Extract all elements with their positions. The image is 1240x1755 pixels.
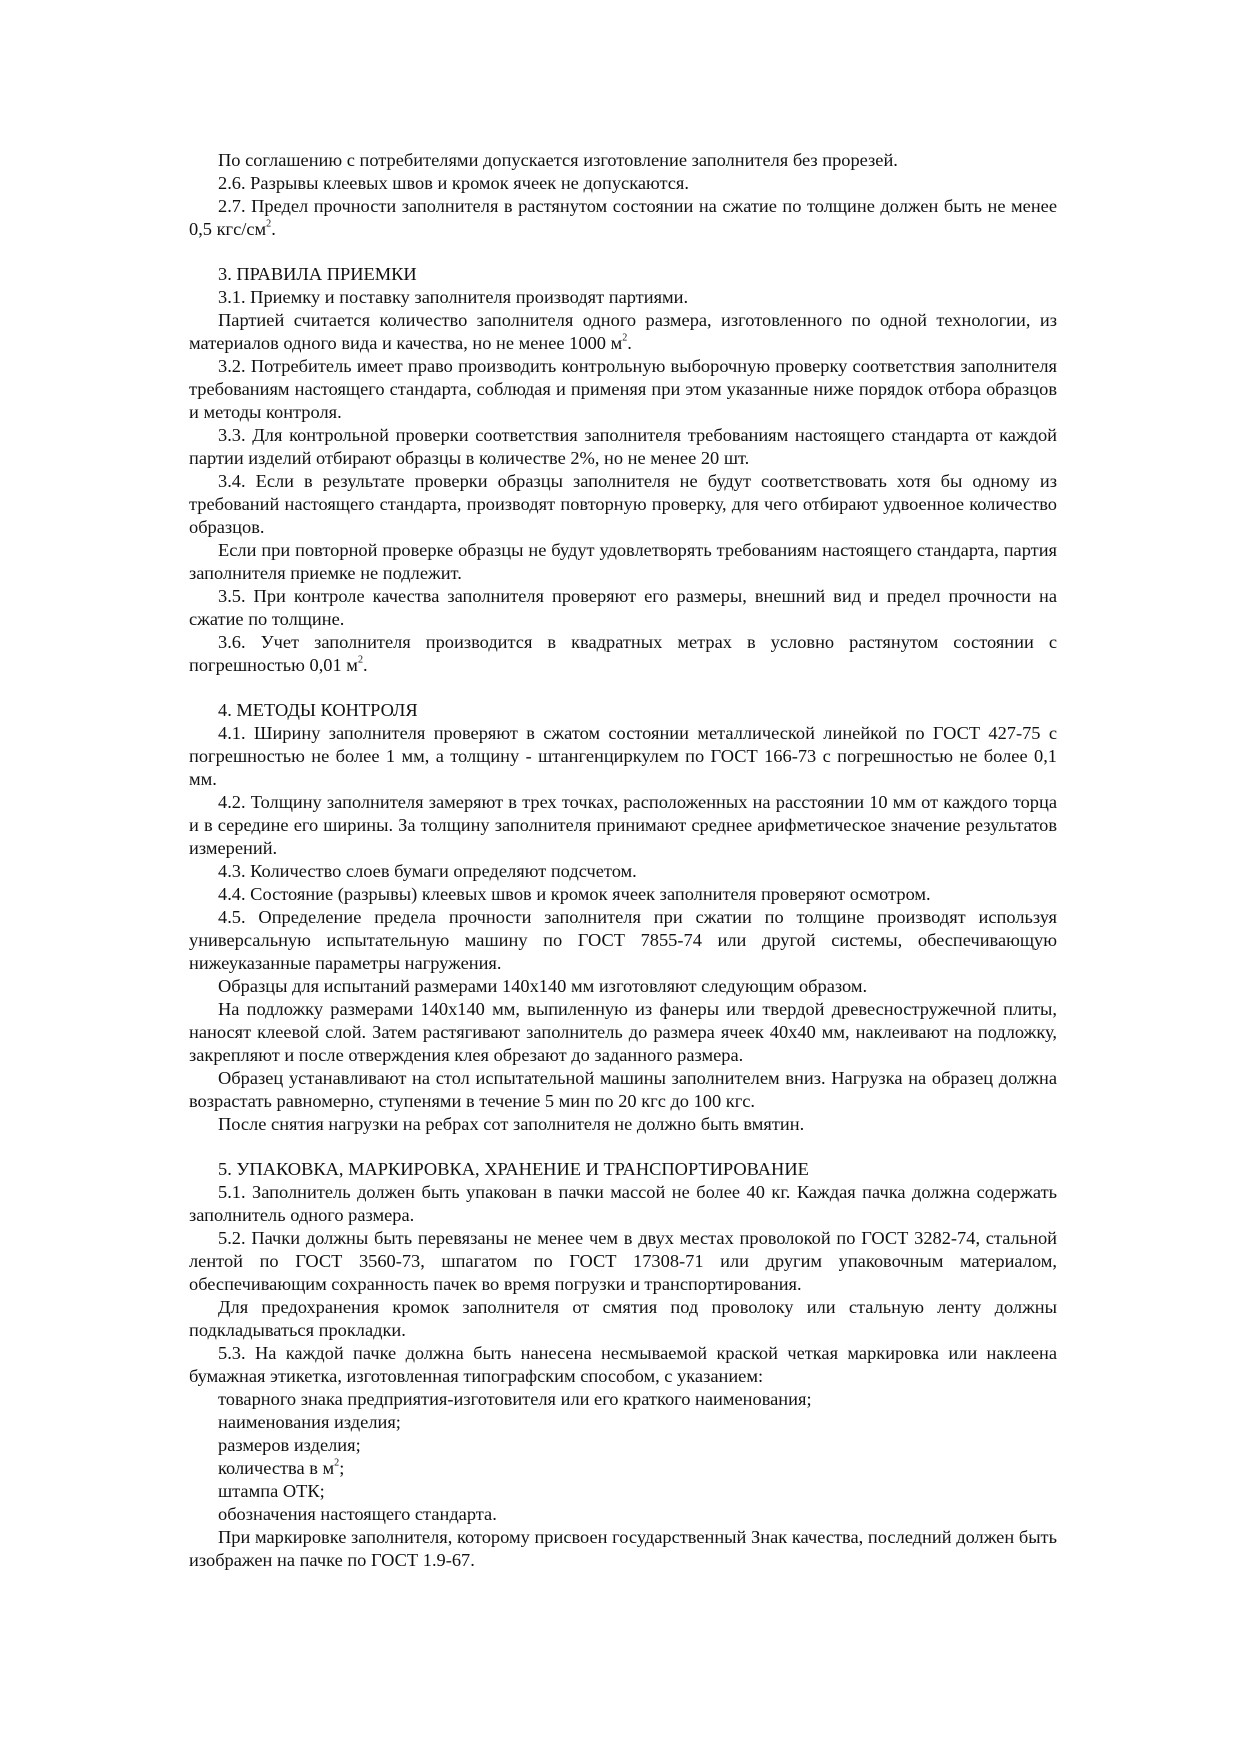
paragraph: [189, 631, 1057, 677]
list-item: обозначения настоящего стандарта.: [218, 1504, 497, 1524]
paragraph: 2.6. Разрывы клеевых швов и кромок ячеек не допускаются.: [218, 173, 689, 193]
paragraph: 4.2. Толщину заполнителя замеряют в трех точках, расположенных на расстоянии 10 мм от каждого торца и в середине его ширины. За толщину заполнителя принимают среднее арифметическое значение результатов измерений.: [189, 792, 1057, 858]
paragraph: 5.1. Заполнитель должен быть упакован в пачки массой не более 40 кг. Каждая пачка должна содержать заполнитель одного размера.: [189, 1182, 1057, 1225]
paragraph-text: 2.7. Предел прочности заполнителя в растянутом состоянии на сжатие по толщине должен быть не менее 0,5 кгс/см: [189, 196, 1057, 239]
superscript: 2: [266, 218, 272, 230]
paragraph: 5.2. Пачки должны быть перевязаны не менее чем в двух местах проволокой по ГОСТ 3282-74, стальной лентой по ГОСТ 3560-73, шпагатом по ГОСТ 17308-71 или другим упаковочным материалом, обеспечивающим сохранность пачек во время погрузки и транспортирования.: [189, 1228, 1057, 1294]
list-item: товарного знака предприятия-изготовителя или его краткого наименования;: [218, 1389, 812, 1409]
paragraph: Образец устанавливают на стол испытательной машины заполнителем вниз. Нагрузка на образец должна возрастать равномерно, ступенями в течение 5 мин по 20 кгс до 100 кгс.: [189, 1068, 1057, 1111]
section-heading: 4. МЕТОДЫ КОНТРОЛЯ: [218, 700, 418, 720]
paragraph: После снятия нагрузки на ребрах сот заполнителя не должно быть вмятин.: [218, 1114, 805, 1134]
superscript: 2: [622, 332, 628, 344]
paragraph: 5.3. На каждой пачке должна быть нанесена несмываемой краской четкая маркировка или наклеена бумажная этикетка, изготовленная типографским способом, с указанием:: [189, 1343, 1057, 1386]
paragraph: Для предохранения кромок заполнителя от смятия под проволоку или стальную ленту должны подкладываться прокладки.: [189, 1297, 1057, 1340]
paragraph: Образцы для испытаний размерами 140х140 мм изготовляют следующим образом.: [218, 976, 868, 996]
paragraph: Если при повторной проверке образцы не будут удовлетворять требованиям настоящего стандарта, партия заполнителя приемке не подлежит.: [189, 540, 1057, 583]
paragraph: 3.1. Приемку и поставку заполнителя производят партиями.: [218, 287, 689, 307]
document-page: [189, 149, 1057, 1572]
superscript: 2: [334, 1457, 340, 1469]
paragraph: [189, 309, 1057, 355]
list-item: наименования изделия;: [218, 1412, 401, 1432]
list-item: штампа ОТК;: [218, 1481, 325, 1501]
paragraph-text: .: [271, 219, 276, 239]
paragraph: 3.2. Потребитель имеет право производить контрольную выборочную проверку соответствия заполнителя требованиям настоящего стандарта, соблюдая и применяя при этом указанные ниже порядок отбора образцов и методы контроля.: [189, 356, 1057, 422]
paragraph-text: Партией считается количество заполнителя одного размера, изготовленного по одной технологии, из материалов одного вида и качества, но не менее 1000 м: [189, 310, 1057, 353]
list-item: размеров изделия;: [218, 1435, 361, 1455]
paragraph: 4.3. Количество слоев бумаги определяют подсчетом.: [218, 861, 637, 881]
paragraph: По соглашению с потребителями допускается изготовление заполнителя без прорезей.: [218, 150, 898, 170]
paragraph: 4.1. Ширину заполнителя проверяют в сжатом состоянии металлической линейкой по ГОСТ 427-75 с погрешностью не более 1 мм, а толщину - штангенциркулем по ГОСТ 166-73 с погрешностью не более 0,1 мм.: [189, 723, 1057, 789]
list-item: [189, 1457, 1057, 1480]
paragraph: 3.4. Если в результате проверки образцы заполнителя не будут соответствовать хотя бы одному из требований настоящего стандарта, производят повторную проверку, для чего отбирают удвоенное количество образцов.: [189, 471, 1057, 537]
paragraph: 4.4. Состояние (разрывы) клеевых швов и кромок ячеек заполнителя проверяют осмотром.: [218, 884, 931, 904]
paragraph: На подложку размерами 140х140 мм, выпиленную из фанеры или твердой древесностружечной плиты, наносят клеевой слой. Затем растягивают заполнитель до размера ячеек 40х40 мм, наклеивают на подложку, закрепляют и после отверждения клея обрезают до заданного размера.: [189, 999, 1057, 1065]
list-item-text: количества в м: [218, 1458, 335, 1478]
paragraph-text: .: [627, 333, 632, 353]
section-heading: 5. УПАКОВКА, МАРКИРОВКА, ХРАНЕНИЕ И ТРАНСПОРТИРОВАНИЕ: [218, 1159, 809, 1179]
superscript: 2: [357, 654, 363, 666]
paragraph-text: 3.6. Учет заполнителя производится в квадратных метрах в условно растянутом состоянии с погрешностью 0,01 м: [189, 632, 1057, 675]
paragraph: 4.5. Определение предела прочности заполнителя при сжатии по толщине производят используя универсальную испытательную машину по ГОСТ 7855-74 или другой системы, обеспечивающую нижеуказанные параметры нагружения.: [189, 907, 1057, 973]
paragraph: [189, 195, 1057, 241]
paragraph: 3.3. Для контрольной проверки соответствия заполнителя требованиям настоящего стандарта от каждой партии изделий отбирают образцы в количестве 2%, но не менее 20 шт.: [189, 425, 1057, 468]
paragraph-text: .: [363, 655, 368, 675]
section-heading: 3. ПРАВИЛА ПРИЕМКИ: [218, 264, 417, 284]
paragraph: При маркировке заполнителя, которому присвоен государственный Знак качества, последний должен быть изображен на пачке по ГОСТ 1.9-67.: [189, 1527, 1057, 1570]
paragraph: 3.5. При контроле качества заполнителя проверяют его размеры, внешний вид и предел прочности на сжатие по толщине.: [189, 586, 1057, 629]
list-item-text: ;: [339, 1458, 345, 1478]
